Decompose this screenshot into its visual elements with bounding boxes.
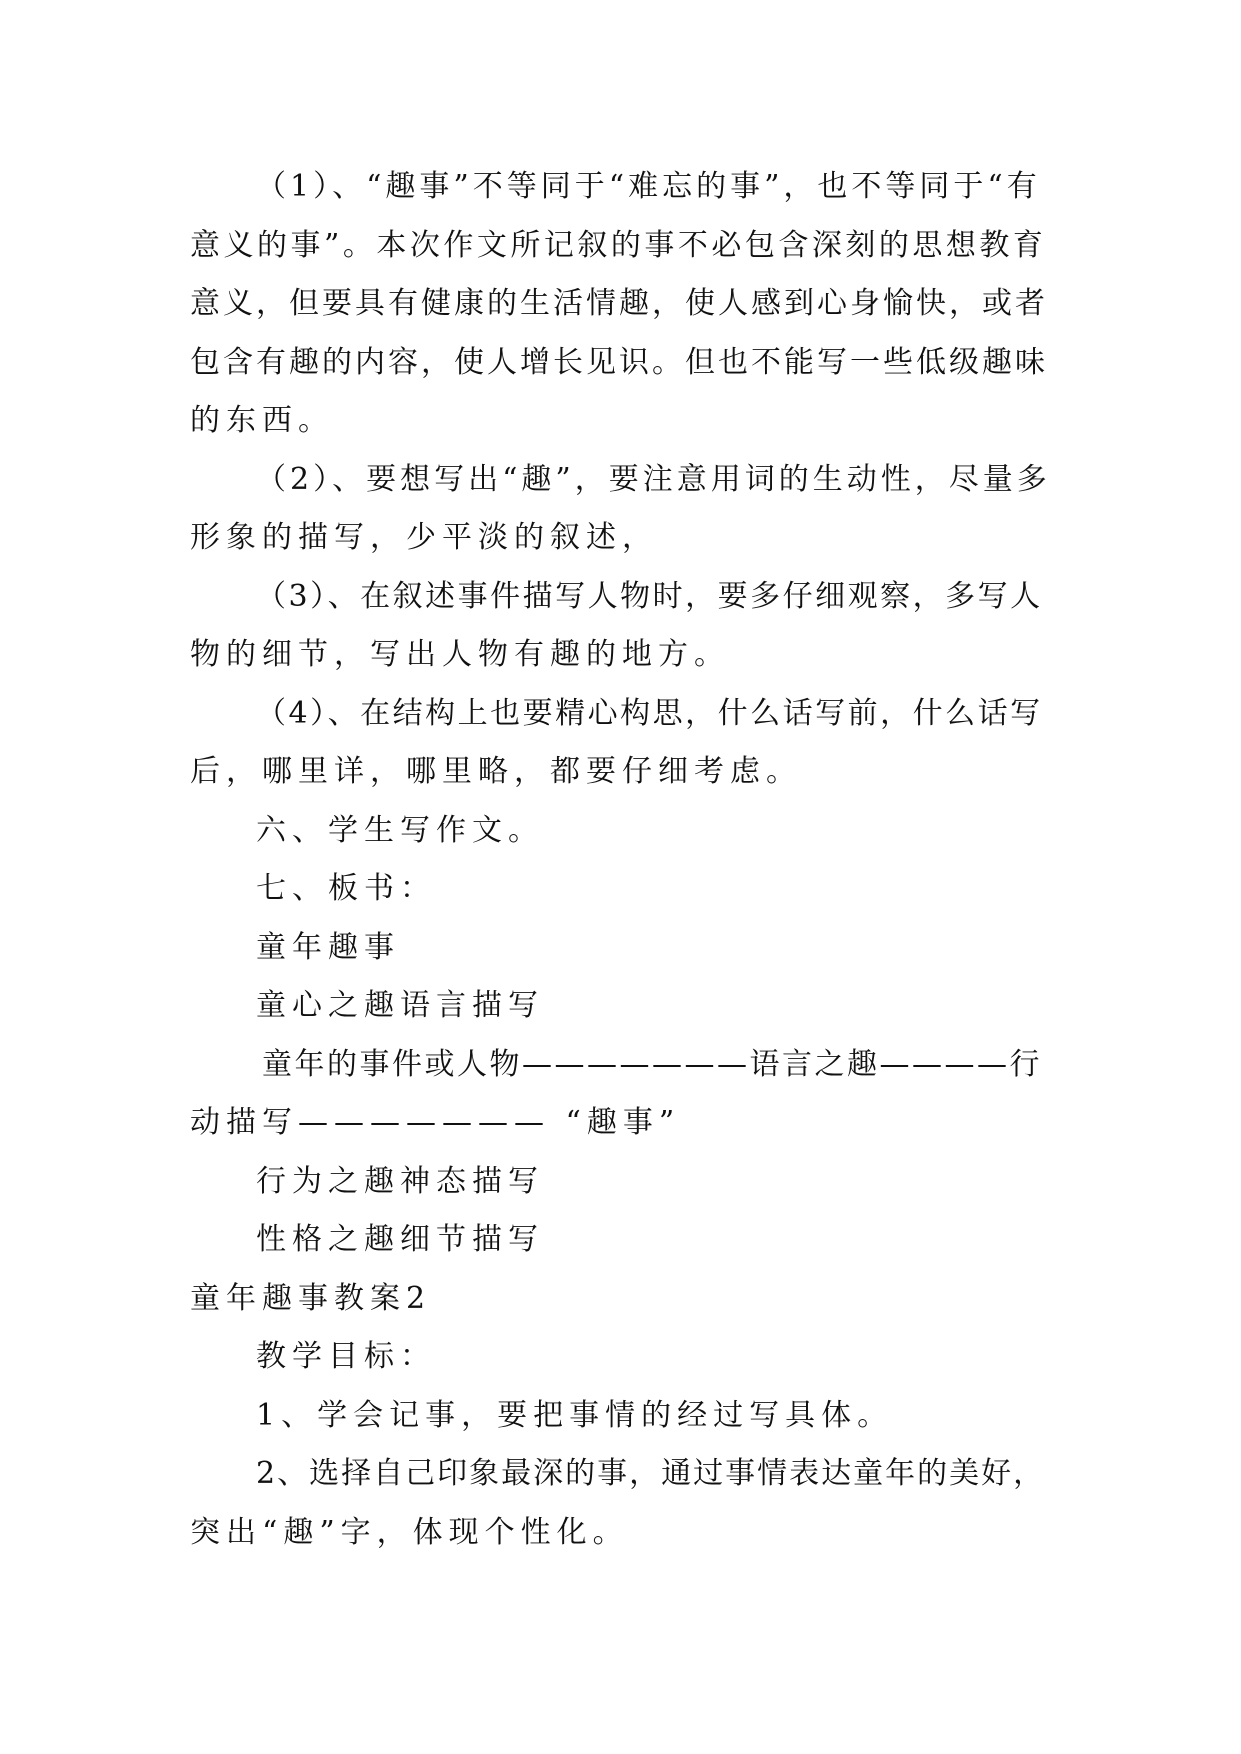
- goal-1: 1、学会记事，要把事情的经过写具体。: [256, 1397, 894, 1433]
- paragraph-1-line-4: 包含有趣的内容，使人增长见识。但也不能写一些低级趣味: [190, 344, 1048, 380]
- paragraph-2-line-1: （2）、要想写出“趣”，要注意用词的生动性，尽量多: [256, 461, 1051, 497]
- section-seven-heading: 七、板书：: [256, 871, 436, 906]
- board-line-1: 童心之趣语言描写: [256, 988, 544, 1023]
- goal-2-line-2: 突出“趣”字，体现个性化。: [190, 1514, 629, 1550]
- paragraph-3-line-2: 物的细节，写出人物有趣的地方。: [190, 637, 730, 672]
- paragraph-4-line-1: （4）、在结构上也要精心构思，什么话写前，什么话写: [256, 695, 1043, 731]
- paragraph-1-line-3: 意义，但要具有健康的生活情趣，使人感到心身愉快，或者: [190, 286, 1048, 321]
- paragraph-2-line-2: 形象的描写，少平淡的叙述，: [190, 520, 658, 555]
- board-line-2: 童年的事件或人物———————语言之趣————行: [262, 1046, 1042, 1082]
- paragraph-4-line-2: 后，哪里详，哪里略，都要仔细考虑。: [190, 754, 802, 789]
- lesson-plan-2-title: 童年趣事教案2: [190, 1280, 432, 1316]
- board-title: 童年趣事: [256, 929, 400, 965]
- paragraph-1-line-2: 意义的事”。本次作文所记叙的事不必包含深刻的思想教育: [190, 227, 1047, 263]
- board-line-4: 行为之趣神态描写: [256, 1163, 544, 1199]
- section-six-heading: 六、学生写作文。: [256, 812, 544, 848]
- goal-2-line-1: 2、选择自己印象最深的事，通过事情表达童年的美好，: [256, 1456, 1046, 1491]
- document-body: [190, 158, 1052, 1562]
- teaching-goals-heading: 教学目标：: [256, 1339, 436, 1374]
- paragraph-1-line-5: 的东西。: [190, 403, 334, 438]
- paragraph-1-line-1: （1）、“趣事”不等同于“难忘的事”，也不等同于“有: [256, 169, 1041, 204]
- paragraph-3-line-1: （3）、在叙述事件描写人物时，要多仔细观察，多写人: [256, 578, 1043, 614]
- board-line-5: 性格之趣细节描写: [256, 1222, 544, 1257]
- board-line-3: 动描写——————— “趣事”: [190, 1105, 681, 1140]
